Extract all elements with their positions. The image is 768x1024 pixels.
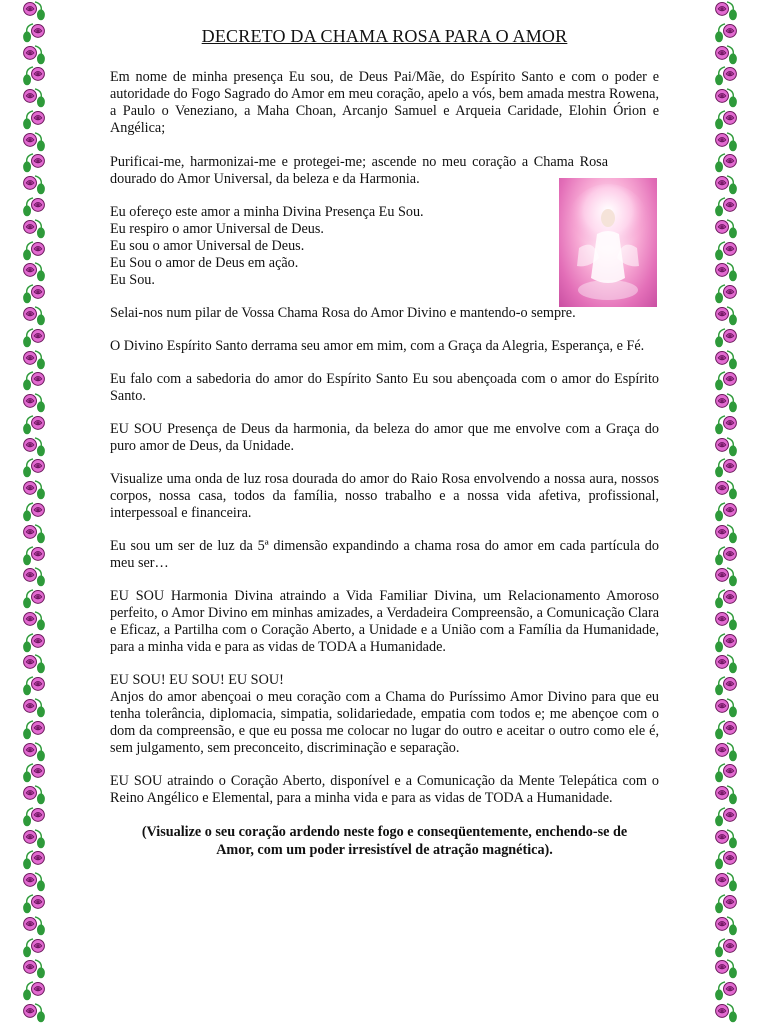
rose-vine-icon (21, 871, 47, 893)
rose-vine-icon (713, 131, 739, 153)
rose-vine-icon (713, 218, 739, 240)
angels-paragraph: Anjos do amor abençoai o meu coração com a Chama do Puríssimo Amor Divino para que eu tenha tolerância, diplomacia, simpatia, solidariedade, empatia com todos e; me abençoe com o dom da compreensão, e que eu possa me colocar no lugar do outro e aceitar o outro como ele é, sem julgamento, sem preconceito, discriminação e separação. (110, 689, 659, 756)
rose-vine-icon (21, 174, 47, 196)
rose-vine-icon (21, 414, 47, 436)
rose-vine-icon (713, 240, 739, 262)
rose-vine-icon (713, 44, 739, 66)
rose-vine-icon (713, 479, 739, 501)
rose-vine-icon (21, 741, 47, 763)
rose-vine-icon (21, 980, 47, 1002)
exclamation-line: EU SOU! EU SOU! EU SOU! (110, 672, 284, 688)
visualize-paragraph: Visualize uma onda de luz rosa dourada do amor do Raio Rosa envolvendo a nossa aura, nossos corpos, nossa casa, todos da família, nosso trabalho e a nossa vida afetiva, profissional, interpessoal e financeira. (110, 471, 659, 521)
rose-vine-icon (21, 893, 47, 915)
rose-vine-icon (713, 806, 739, 828)
rose-vine-icon (713, 762, 739, 784)
rose-vine-icon (21, 697, 47, 719)
rose-vine-icon (21, 218, 47, 240)
rose-vine-icon (713, 457, 739, 479)
rose-vine-icon (713, 893, 739, 915)
rose-vine-icon (713, 937, 739, 959)
rose-vine-icon (21, 849, 47, 871)
rose-vine-icon (21, 762, 47, 784)
right-rose-border (712, 0, 740, 1024)
final-instruction (110, 823, 659, 859)
rose-vine-icon (21, 196, 47, 218)
rose-vine-icon (21, 675, 47, 697)
rose-vine-icon (713, 0, 739, 22)
purification-paragraph: Purificai-me, harmonizai-me e protegei-me; ascende no meu coração a Chama Rosa dourado do Amor Universal, da beleza e da Harmonia. (110, 154, 608, 187)
harmony-paragraph: EU SOU Harmonia Divina atraindo a Vida Familiar Divina, um Relacionamento Amoroso perfeito, o Amor Divino em minhas amizades, a Verdadeira Compreensão, a Comunicação Clara e Eficaz, a Partilha com o Coração Aberto, a Unidade e a União com a Família da Humanidade, para a minha vida e para as vidas de TODA a Humanidade. (110, 588, 659, 655)
rose-vine-icon (713, 1002, 739, 1024)
rose-vine-icon (21, 305, 47, 327)
affirmation-line: Eu ofereço este amor a minha Divina Presença Eu Sou. (110, 204, 424, 220)
affirmation-line: Eu respiro o amor Universal de Deus. (110, 221, 324, 237)
rose-vine-icon (713, 828, 739, 850)
rose-vine-icon (713, 980, 739, 1002)
seal-paragraph: Selai-nos num pilar de Vossa Chama Rosa do Amor Divino e mantendo-o sempre. (110, 305, 576, 321)
document-title: DECRETO DA CHAMA ROSA PARA O AMOR (201, 26, 568, 46)
affirmations-list (110, 204, 659, 289)
rose-vine-icon (713, 871, 739, 893)
rose-vine-icon (713, 414, 739, 436)
presence-paragraph: EU SOU Presença de Deus da harmonia, da beleza do amor que me envolve com a Graça do puro amor de Deus, da Unidade. (110, 421, 659, 454)
rose-vine-icon (713, 545, 739, 567)
rose-vine-icon (21, 501, 47, 523)
rose-vine-icon (713, 849, 739, 871)
rose-vine-icon (713, 305, 739, 327)
rose-vine-icon (713, 958, 739, 980)
invocation-paragraph: Em nome de minha presença Eu sou, de Deus Pai/Mãe, do Espírito Santo e com o poder e autoridade do Fogo Sagrado do Amor em meu coração, apelo a vós, bem amada mestra Rowena, a Paulo o Veneziano, a Maha Choan, Arcanjo Samuel e Arqueia Caridade, Elohin Órion e Angélica; (110, 69, 659, 136)
rose-vine-icon (713, 349, 739, 371)
rose-vine-icon (21, 545, 47, 567)
rose-vine-icon (21, 109, 47, 131)
rose-vine-icon (21, 436, 47, 458)
rose-vine-icon (713, 653, 739, 675)
rose-vine-icon (713, 566, 739, 588)
rose-vine-icon (21, 349, 47, 371)
document-body (110, 26, 659, 859)
rose-vine-icon (21, 131, 47, 153)
rose-vine-icon (21, 44, 47, 66)
rose-vine-icon (21, 806, 47, 828)
rose-vine-icon (713, 784, 739, 806)
rose-vine-icon (713, 675, 739, 697)
closing-paragraph: EU SOU atraindo o Coração Aberto, disponível e a Comunicação da Mente Telepática com o Reino Angélico e Elemental, para a minha vida e para as vidas de TODA a Humanidade. (110, 773, 659, 806)
rose-vine-icon (713, 261, 739, 283)
rose-vine-icon (21, 915, 47, 937)
rose-vine-icon (713, 22, 739, 44)
rose-vine-icon (21, 479, 47, 501)
rose-vine-icon (713, 632, 739, 654)
rose-vine-icon (21, 240, 47, 262)
rose-vine-icon (21, 152, 47, 174)
rose-vine-icon (21, 523, 47, 545)
rose-vine-icon (713, 436, 739, 458)
rose-vine-icon (713, 196, 739, 218)
rose-vine-icon (21, 327, 47, 349)
rose-vine-icon (713, 65, 739, 87)
rose-vine-icon (21, 828, 47, 850)
rose-vine-icon (21, 937, 47, 959)
final-line-2: Amor, com um poder irresistível de atração magnética). (216, 842, 553, 858)
rose-vine-icon (713, 174, 739, 196)
rose-vine-icon (21, 283, 47, 305)
rose-vine-icon (21, 958, 47, 980)
rose-vine-icon (713, 283, 739, 305)
rose-vine-icon (21, 784, 47, 806)
rose-vine-icon (21, 370, 47, 392)
rose-vine-icon (21, 65, 47, 87)
rose-vine-icon (21, 457, 47, 479)
rose-vine-icon (21, 632, 47, 654)
rose-vine-icon (713, 523, 739, 545)
rose-vine-icon (713, 109, 739, 131)
rose-vine-icon (21, 1002, 47, 1024)
rose-vine-icon (21, 87, 47, 109)
rose-vine-icon (713, 370, 739, 392)
rose-vine-icon (21, 392, 47, 414)
affirmation-line: Eu sou o amor Universal de Deus. (110, 238, 305, 254)
rose-vine-icon (713, 719, 739, 741)
final-line-1: (Visualize o seu coração ardendo neste fogo e conseqüentemente, enchendo-se de (141, 824, 628, 840)
rose-vine-icon (21, 22, 47, 44)
fifth-dimension-paragraph: Eu sou um ser de luz da 5ª dimensão expandindo a chama rosa do amor em cada partícula do meu ser… (110, 538, 659, 571)
holy-spirit-paragraph: O Divino Espírito Santo derrama seu amor em mim, com a Graça da Alegria, Esperança, e Fé. (110, 338, 645, 354)
rose-vine-icon (713, 152, 739, 174)
rose-vine-icon (21, 0, 47, 22)
rose-vine-icon (713, 915, 739, 937)
rose-vine-icon (21, 719, 47, 741)
rose-vine-icon (713, 87, 739, 109)
affirmation-line: Eu Sou o amor de Deus em ação. (110, 255, 299, 271)
rose-vine-icon (21, 653, 47, 675)
wisdom-paragraph: Eu falo com a sabedoria do amor do Espírito Santo Eu sou abençoada com o amor do Espírito Santo. (110, 371, 659, 404)
rose-vine-icon (713, 501, 739, 523)
rose-vine-icon (21, 566, 47, 588)
rose-vine-icon (21, 588, 47, 610)
rose-vine-icon (21, 610, 47, 632)
rose-vine-icon (713, 588, 739, 610)
rose-vine-icon (713, 697, 739, 719)
left-rose-border (20, 0, 48, 1024)
rose-vine-icon (713, 610, 739, 632)
rose-vine-icon (713, 392, 739, 414)
rose-vine-icon (713, 327, 739, 349)
rose-vine-icon (21, 261, 47, 283)
rose-vine-icon (713, 741, 739, 763)
angels-block (110, 672, 659, 757)
affirmation-line: Eu Sou. (110, 272, 155, 288)
